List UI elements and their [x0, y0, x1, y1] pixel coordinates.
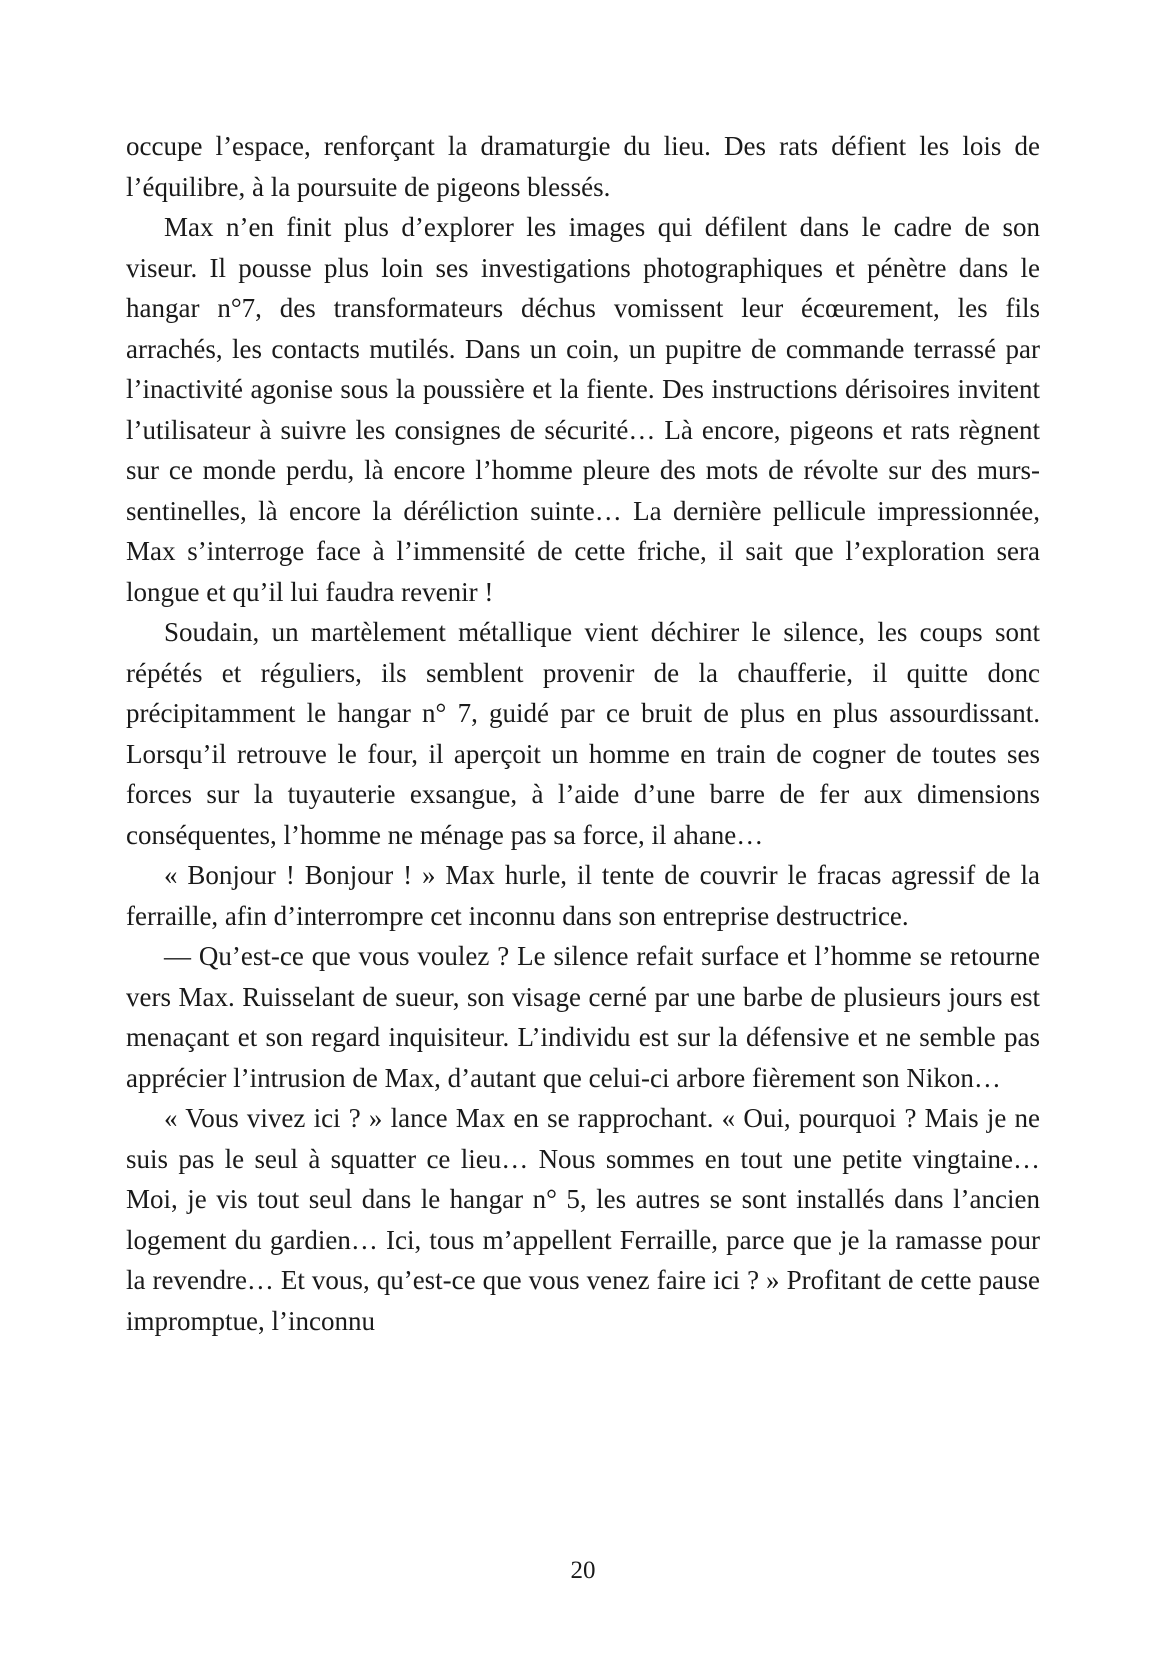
paragraph-hangar-exploration: Max n’en finit plus d’explorer les images qui défilent dans le cadre de son viseur. Il pousse plus loin ses investigations photographiques et pénètre dans le hangar n°7, des transformateurs déchus vomissent leur écœurement, les fils arrachés, les contacts mutilés. Dans un coin, un pupitre de commande terrassé par l’inactivité agonise sous la poussière et la fiente. Des instructions dérisoires invitent l’utilisateur à suivre les consignes de sécurité… Là encore, pigeons et rats règnent sur ce monde perdu, là encore l’homme pleure des mots de révolte sur des murs-sentinelles, là encore la déréliction suinte… La dernière pellicule impressionnée, Max s’interroge face à l’immensité de cette friche, il sait que l’exploration sera longue et qu’il lui faudra revenir !	[126, 212, 1040, 607]
paragraph-dialogue-ferraille: « Vous vivez ici ? » lance Max en se rapprochant. « Oui, pourquoi ? Mais je ne suis pas le seul à squatter ce lieu… Nous sommes en tout une petite vingtaine… Moi, je vis tout seul dans le hangar n° 5, les autres se sont installés dans l’ancien logement du gardien… Ici, tous m’appellent Ferraille, parce que je la ramasse pour la revendre… Et vous, qu’est-ce que vous venez faire ici ? » Profitant de cette pause impromptue, l’inconnu	[126, 1103, 1040, 1336]
body-text	[126, 126, 1040, 1341]
paragraph-continuation: occupe l’espace, renforçant la dramaturgie du lieu. Des rats défient les lois de l’équilibre, à la poursuite de pigeons blessés.	[126, 131, 1040, 202]
page-number: 20	[570, 1557, 596, 1584]
paragraph-max-shouts: « Bonjour ! Bonjour ! » Max hurle, il tente de couvrir le fracas agressif de la ferraille, afin d’interrompre cet inconnu dans son entreprise destructrice.	[126, 860, 1040, 931]
paragraph-stranger-reply: — Qu’est-ce que vous voulez ? Le silence refait surface et l’homme se retourne vers Max. Ruisselant de sueur, son visage cerné par une barbe de plusieurs jours est menaçant et son regard inquisiteur. L’individu est sur la défensive et ne semble pas apprécier l’intrusion de Max, d’autant que celui-ci arbore fièrement son Nikon…	[126, 941, 1040, 1093]
paragraph-metal-hammering: Soudain, un martèlement métallique vient déchirer le silence, les coups sont répétés et réguliers, ils semblent provenir de la chaufferie, il quitte donc précipitamment le hangar n° 7, guidé par ce bruit de plus en plus assourdissant. Lorsqu’il retrouve le four, il aperçoit un homme en train de cogner de toutes ses forces sur la tuyauterie exsangue, à l’aide d’une barre de fer aux dimensions conséquentes, l’homme ne ménage pas sa force, il ahane…	[126, 617, 1040, 850]
